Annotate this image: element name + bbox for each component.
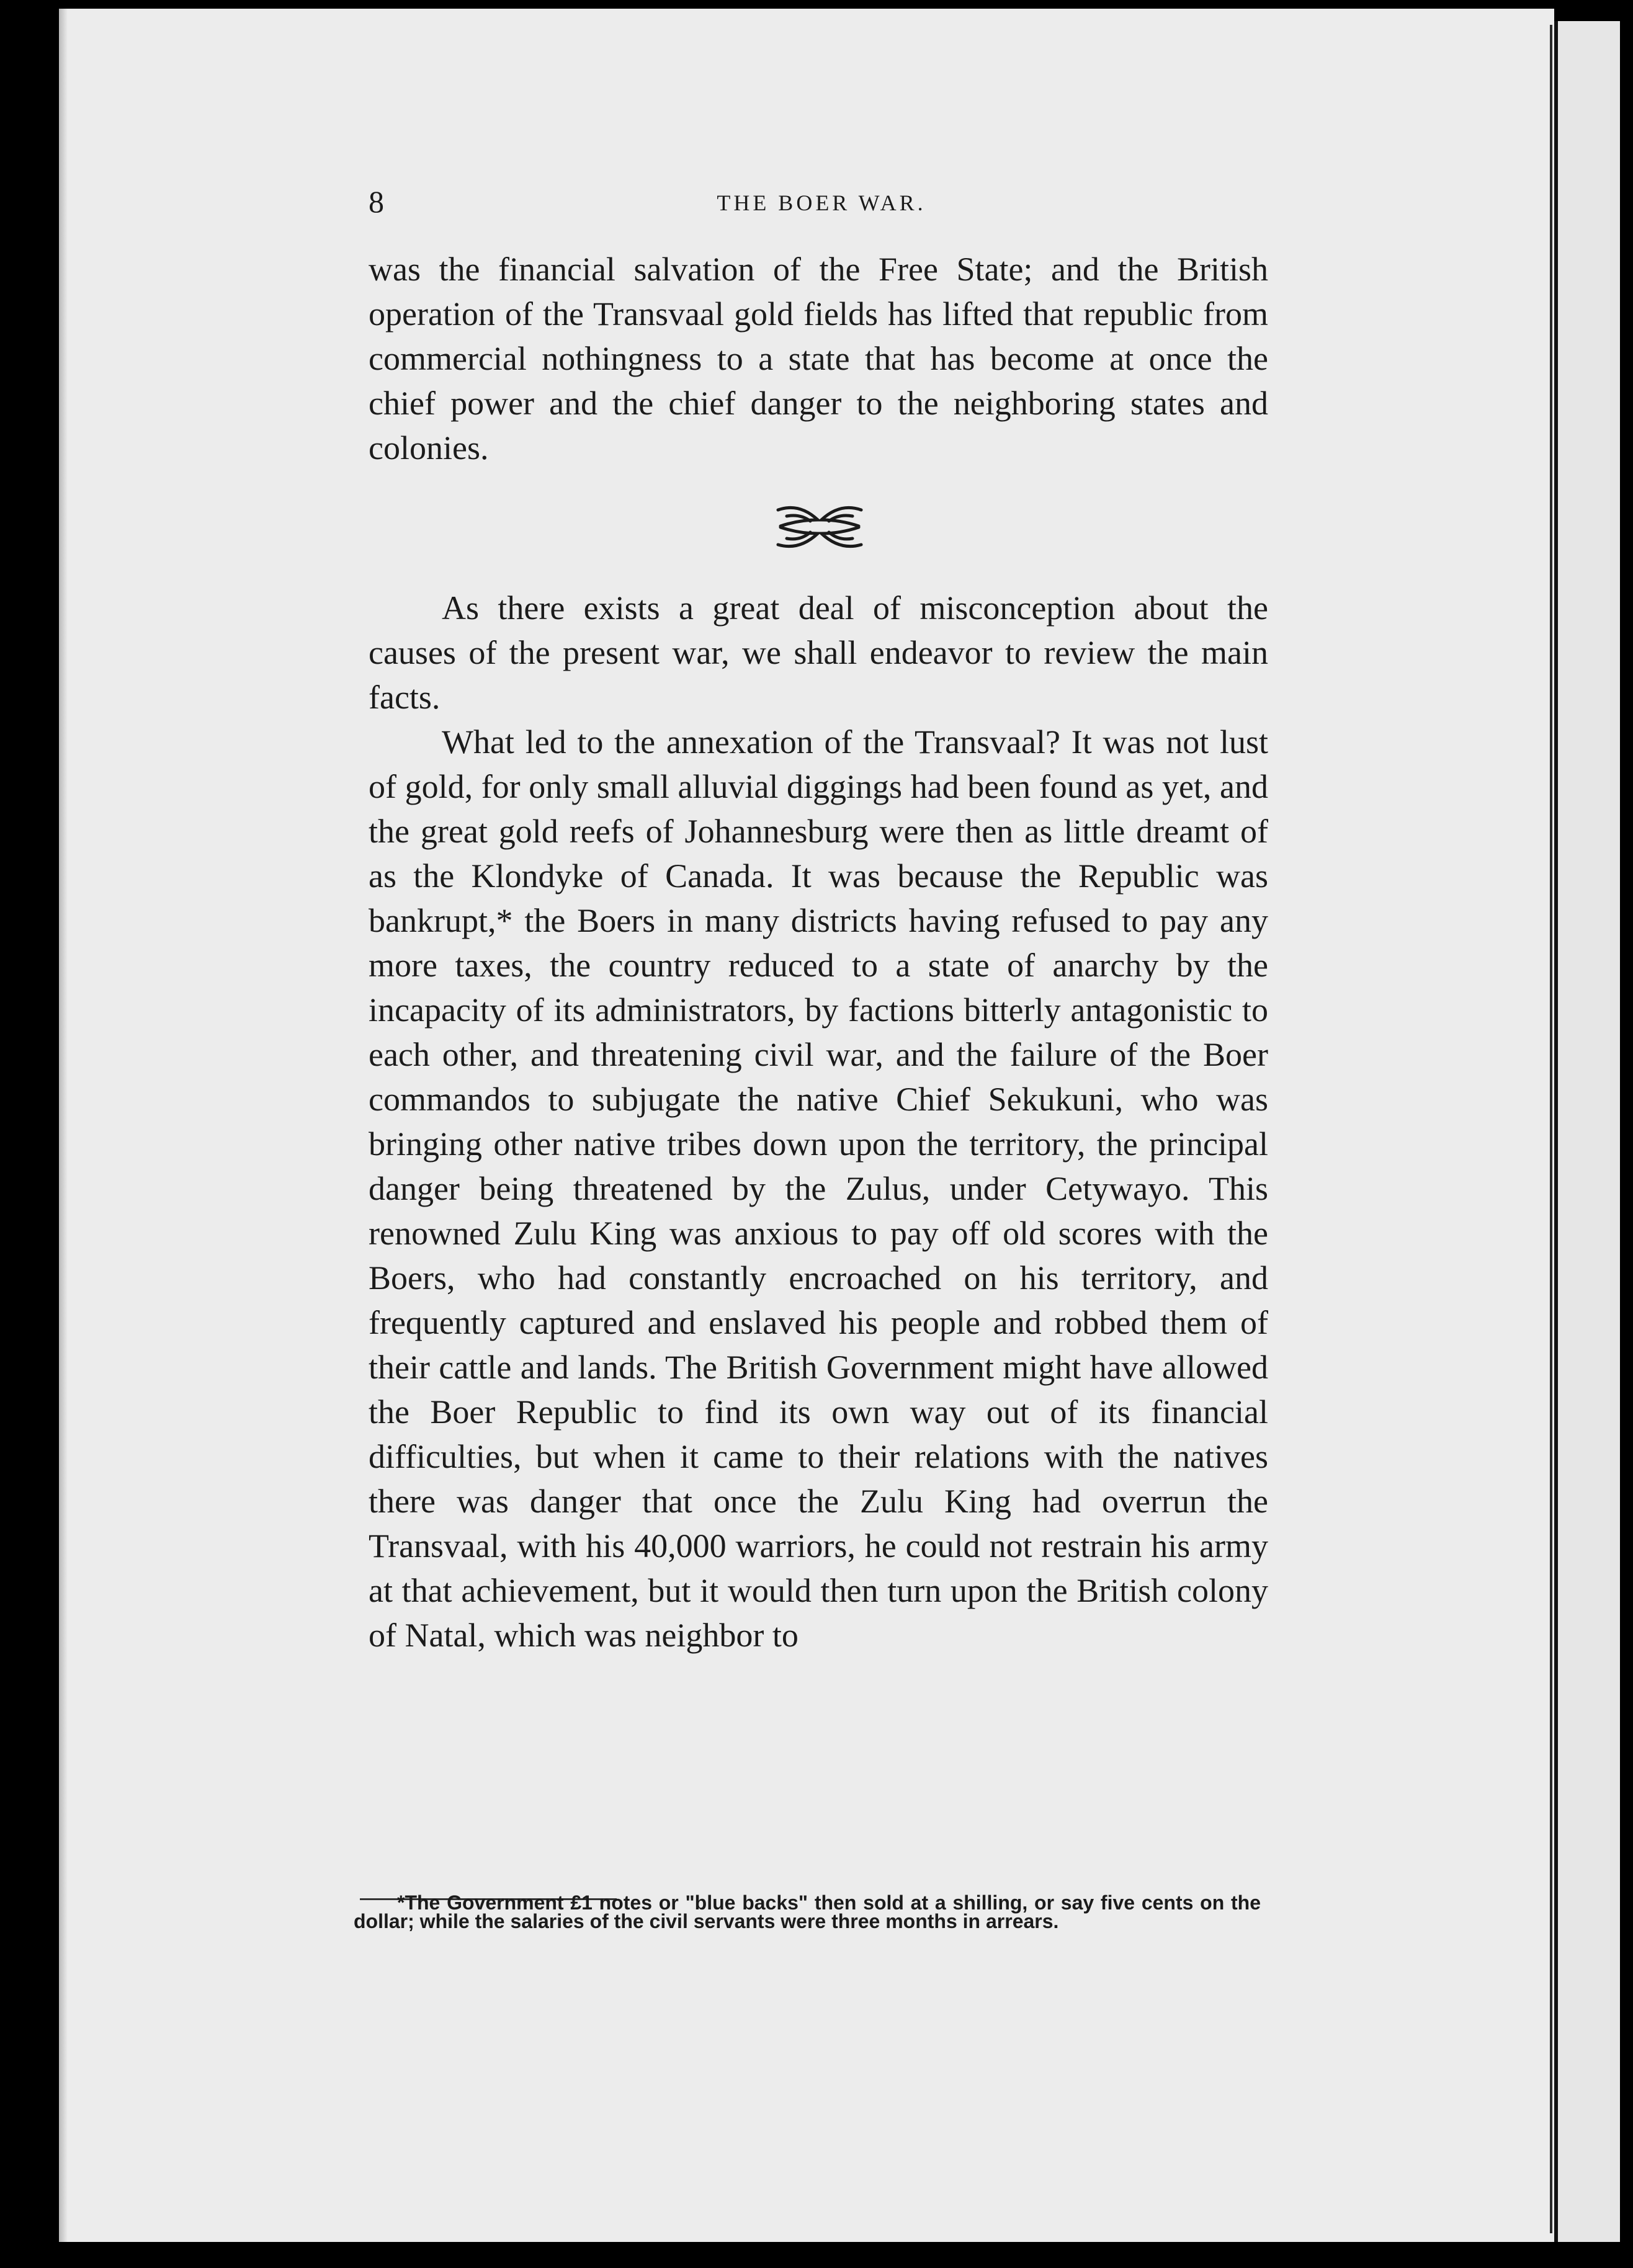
body-text-main — [369, 586, 1268, 1658]
running-title: THE BOER WAR. — [717, 190, 926, 215]
paragraph-continuation: was the financial salvation of the Free State; and the British operation of the Transvaal gold fields has lifted that republic from commercial nothingness to a state that has become at once the chief power and the chief danger to the neighboring states and colonies. — [369, 251, 1268, 467]
page-left-shadow — [59, 9, 68, 2242]
next-page-edge — [1554, 21, 1620, 2242]
running-head — [369, 184, 1274, 227]
body-text-top — [369, 247, 1268, 470]
footnote: *The Government £1 notes or "blue backs" then sold at a shilling, or say five cents on the dollar; while the salaries of the civil servants were three months in arrears. — [354, 1891, 1261, 1932]
paragraph-intro: As there exists a great deal of misconception about the causes of the present war, we shall endeavor to review the main facts. — [369, 589, 1268, 716]
page-fold-line — [1550, 25, 1552, 2233]
fleuron-ornament-icon — [774, 501, 865, 552]
page-number: 8 — [369, 184, 384, 219]
paragraph-annexation: What led to the annexation of the Transvaal? It was not lust of gold, for only small alluvial diggings had been found as yet, and the great gold reefs of Johannesburg were then as little dreamt of as the Klondyke of Canada. It was because the Republic was bankrupt,* the Boers in many districts having refused to pay any more taxes, the country reduced to a state of anarchy by the incapacity of its administrators, by factions bitterly antagonistic to each other, and threatening civil war, and the failure of the Boer commandos to subjugate the native Chief Sekukuni, who was bringing other native tribes down upon the territory, the principal danger being threatened by the Zulus, under Cetywayo. This renowned Zulu King was anxious to pay off old scores with the Boers, who had constantly encroached on his territory, and frequently captured and enslaved his people and robbed them of their cattle and lands. The British Government might have allowed the Boer Republic to find its own way out of its financial difficulties, but when it came to their relations with the natives there was danger that once the Zulu King had overrun the Transvaal, with his 40,000 warriors, he could not restrain his army at that achievement, but it would then turn upon the British colony of Natal, which was neighbor to — [369, 723, 1268, 1654]
